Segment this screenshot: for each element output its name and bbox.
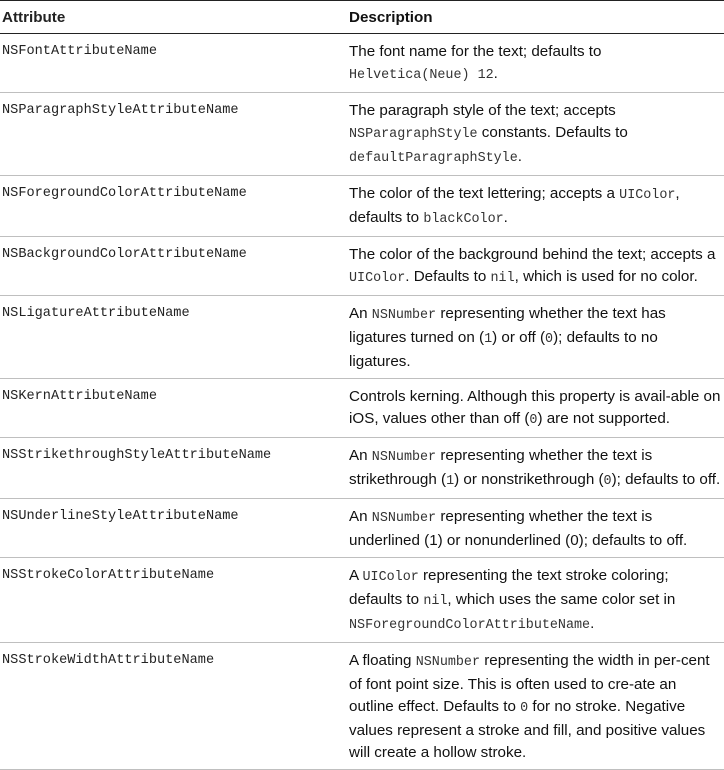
description-cell [349, 499, 724, 557]
table-row [0, 438, 724, 499]
table-row [0, 499, 724, 558]
inline-code: defaultParagraphStyle [349, 151, 518, 166]
attribute-name-cell: NSBackgroundColorAttributeName [2, 247, 247, 262]
inline-code: 0 [545, 332, 554, 347]
description-cell [349, 558, 724, 642]
description-text: . [503, 209, 508, 226]
inline-code: 0 [529, 413, 538, 428]
description-text: . Defaults to [405, 268, 491, 285]
inline-code: UIColor [349, 271, 406, 286]
description-text: ) are not supported. [537, 410, 670, 427]
table-row [0, 237, 724, 296]
description-text: representing whether the text is strikethrough ( [349, 447, 653, 488]
table-row [0, 558, 724, 643]
inline-code: NSNumber [371, 511, 437, 526]
description-text: , defaults to [349, 185, 680, 226]
attribute-name-cell: NSStrokeColorAttributeName [2, 568, 215, 583]
attribute-column-header: Attribute [2, 9, 66, 26]
description-cell [349, 438, 724, 498]
description-text: , which is used for no color. [514, 268, 698, 285]
description-text: A [349, 567, 363, 584]
description-text: . [590, 615, 595, 632]
table-row [0, 176, 724, 237]
table-row [0, 379, 724, 438]
table-header-row [0, 1, 724, 34]
inline-code: blackColor [423, 212, 504, 227]
description-cell [349, 237, 724, 295]
description-cell [349, 34, 724, 92]
attribute-name-cell: NSStrikethroughStyleAttributeName [2, 448, 272, 463]
inline-code: nil [490, 271, 515, 286]
attribute-name-cell: NSUnderlineStyleAttributeName [2, 509, 239, 524]
description-text: A floating [349, 652, 416, 669]
description-text: representing whether the text is underlined (1) or nonunderlined (0); defaults to off. [349, 508, 688, 549]
description-text: for no stroke. Negative values represent a stroke and fill, and positive values will create a hollow stroke. [349, 698, 706, 761]
description-text: representing whether the text has ligatures turned on ( [349, 305, 666, 346]
table-body [0, 34, 724, 770]
attribute-name-cell: NSParagraphStyleAttributeName [2, 103, 239, 118]
description-text: Controls kerning. Although this property is avail-able on iOS, values other than off ( [349, 388, 721, 427]
table-row [0, 296, 724, 379]
description-text: The font name for the text; defaults to [349, 43, 602, 60]
inline-code: 1 [484, 332, 493, 347]
table-row [0, 34, 724, 93]
description-text: . [517, 148, 522, 165]
description-text: An [349, 508, 372, 525]
description-column-header: Description [349, 9, 433, 26]
description-cell [349, 93, 724, 175]
description-text: The color of the text lettering; accepts a [349, 185, 620, 202]
description-text: The color of the background behind the text; accepts a [349, 246, 716, 263]
description-text: , which uses the same color set in [447, 591, 676, 608]
description-text: representing the width in per-cent of font point size. This is often used to cre-ate an outline effect. Defaults to [349, 652, 710, 715]
inline-code: NSForegroundColorAttributeName [349, 618, 591, 633]
table-row [0, 93, 724, 176]
inline-code: UIColor [362, 570, 419, 585]
inline-code: NSParagraphStyle [349, 127, 478, 142]
description-text: ) or nonstrikethrough ( [454, 471, 604, 488]
description-text: representing the text stroke coloring; defaults to [349, 567, 669, 608]
inline-code: NSNumber [415, 655, 481, 670]
description-text: An [349, 305, 372, 322]
inline-code: Helvetica(Neue) 12 [349, 68, 494, 83]
description-text: ); defaults to no ligatures. [349, 329, 658, 370]
description-text: ) or off ( [492, 329, 546, 346]
inline-code: nil [423, 594, 448, 609]
attribute-name-cell: NSKernAttributeName [2, 389, 157, 404]
table-row [0, 643, 724, 770]
attribute-name-cell: NSForegroundColorAttributeName [2, 186, 247, 201]
description-cell [349, 379, 724, 437]
inline-code: NSNumber [371, 450, 437, 465]
inline-code: UIColor [619, 188, 676, 203]
inline-code: 0 [603, 474, 612, 489]
description-text: constants. Defaults to [477, 124, 628, 141]
description-text: . [493, 65, 498, 82]
inline-code: 1 [446, 474, 455, 489]
description-text: ); defaults to off. [611, 471, 721, 488]
inline-code: 0 [520, 701, 529, 716]
description-text: An [349, 447, 372, 464]
attribute-name-cell: NSStrokeWidthAttributeName [2, 653, 215, 668]
inline-code: NSNumber [371, 308, 437, 323]
description-cell [349, 296, 724, 378]
description-cell [349, 176, 724, 236]
description-cell [349, 643, 724, 769]
attribute-name-cell: NSFontAttributeName [2, 44, 157, 59]
attribute-name-cell: NSLigatureAttributeName [2, 306, 190, 321]
description-text: The paragraph style of the text; accepts [349, 102, 616, 119]
